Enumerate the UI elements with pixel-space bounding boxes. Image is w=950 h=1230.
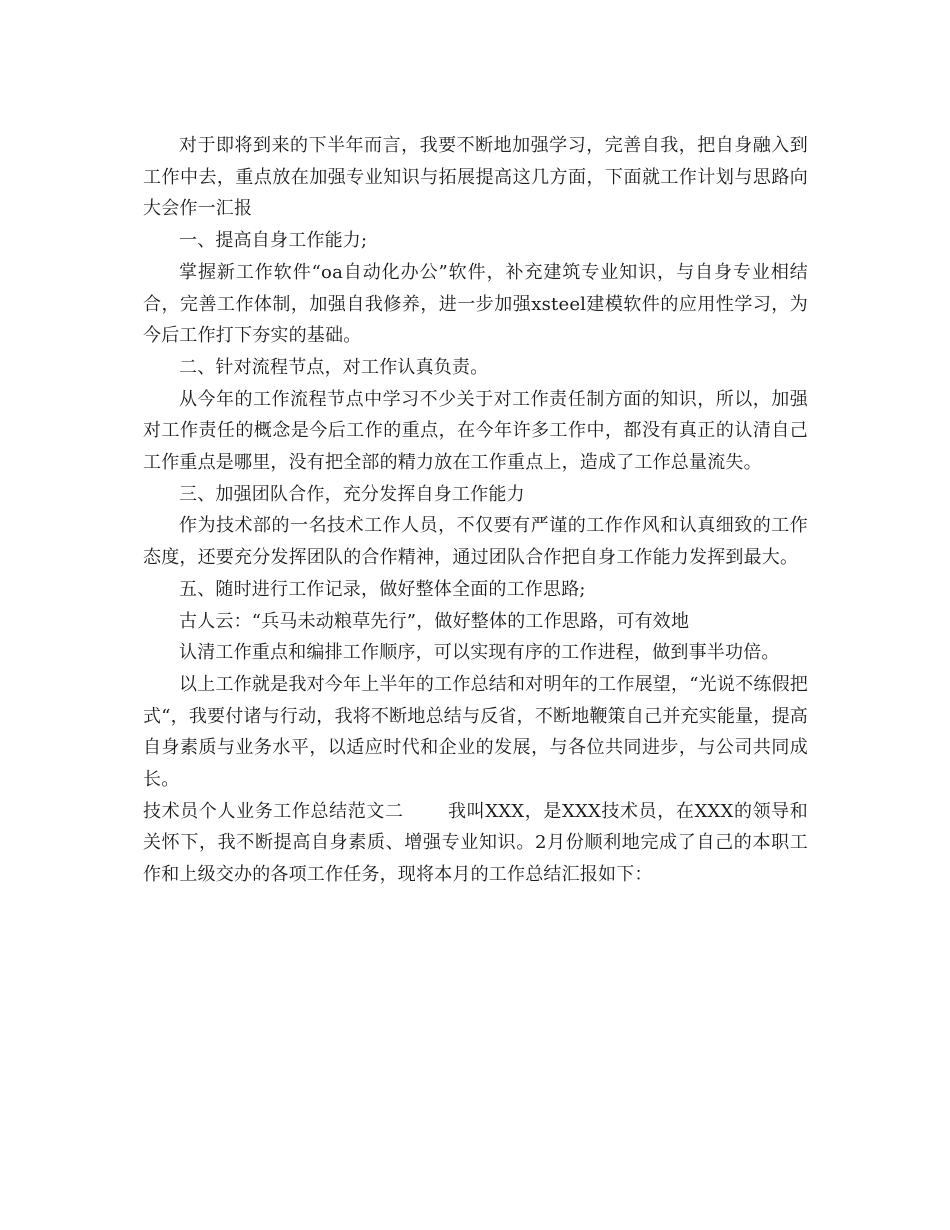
paragraph-quote-continued: 认清工作重点和编排工作顺序，可以实现有序的工作进程，做到事半功倍。 [179,642,780,664]
paragraph-intro: 对于即将到来的下半年而言，我要不断地加强学习，完善自我，把自身融入到工作中去，重点放在加强专业知识与拓展提高这几方面，下面就工作计划与思路向大会作一汇报 [143,135,808,220]
article-opening-text: 我叫XXX，是XXX技术员，在XXX的领导和关怀下，我不断提高自身素质、增强专业知识。2月份顺利地完成了自己的本职工作和上级交办的各项工作任务，现将本月的工作总结汇报如下： [143,800,808,886]
paragraph-section-3: 作为技术部的一名技术工作人员，不仅要有严谨的工作作风和认真细致的工作态度，还要充分发挥团队的合作精神，通过团队合作把自身工作能力发挥到最大。 [143,515,808,569]
section-heading-5: 五、随时进行工作记录，做好整体全面的工作思路; [179,578,586,600]
paragraph-second-article [143,796,808,891]
section-heading-3: 三、加强团队合作，充分发挥自身工作能力 [179,483,525,505]
section-heading-1: 一、提高自身工作能力; [179,230,368,252]
paragraph-section-1: 掌握新工作软件“oa自动化办公”软件，补充建筑专业知识，与自身专业相结合，完善工作体制，加强自我修养，进一步加强xsteel建模软件的应用性学习，为今后工作打下夯实的基础。 [143,261,808,347]
section-heading-2: 二、针对流程节点，对工作认真负责。 [179,356,489,378]
paragraph-section-2: 从今年的工作流程节点中学习不少关于对工作责任制方面的知识，所以，加强对工作责任的概念是今后工作的重点，在今年许多工作中，都没有真正的认清自己工作重点是哪里，没有把全部的精力放在工作重点上，造成了工作总量流失。 [143,388,808,474]
paragraph-conclusion: 以上工作就是我对今年上半年的工作总结和对明年的工作展望，“光说不练假把式“，我要付诸与行动，我将不断地总结与反省，不断地鞭策自己并充实能量，提高自身素质与业务水平，以适应时代和企业的发展，与各位共同进步，与公司共同成长。 [143,673,808,791]
article-title: 技术员个人业务工作总结范文二 [143,800,404,822]
document-body [143,130,808,891]
paragraph-quote: 古人云：“兵马未动粮草先行”，做好整体的工作思路，可有效地 [179,610,690,632]
